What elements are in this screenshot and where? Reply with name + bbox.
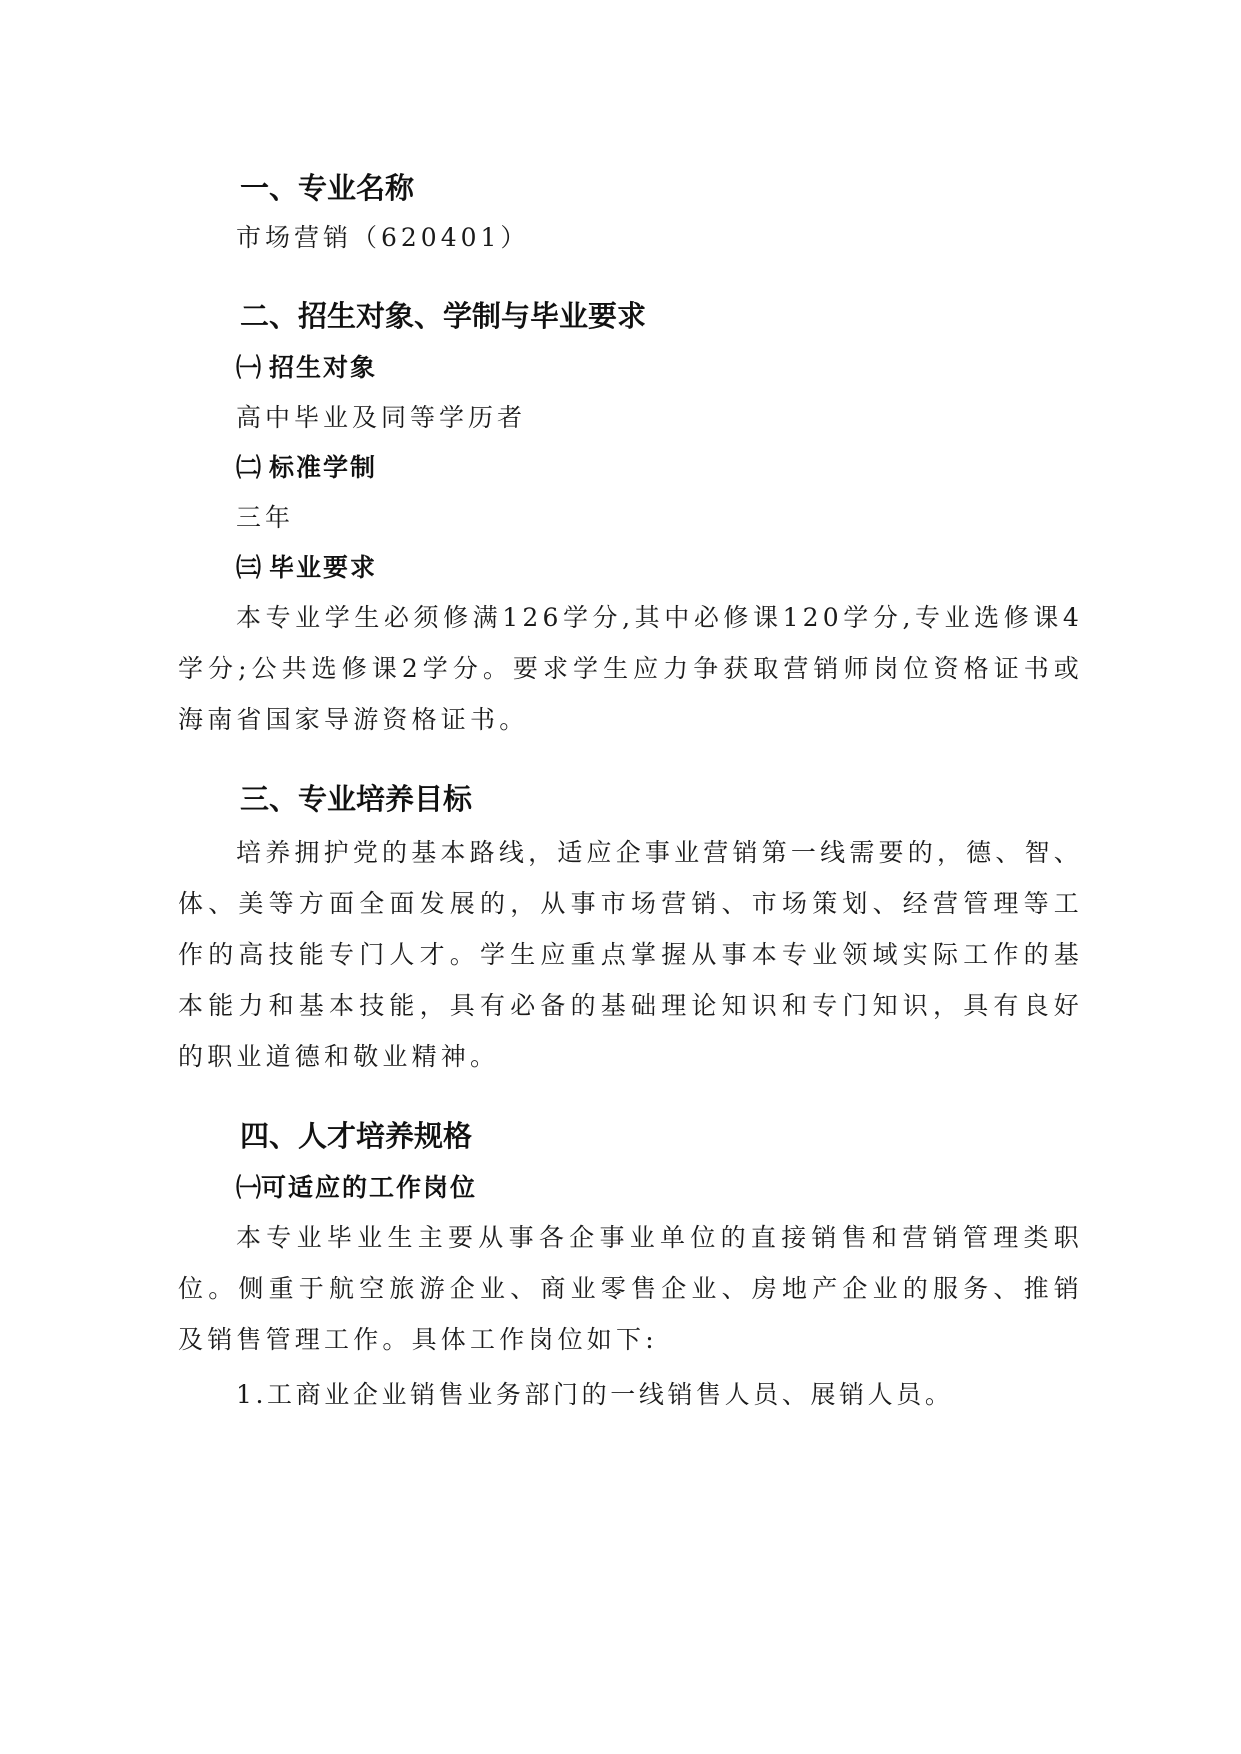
subsection-title: 标准学制 [269,453,378,482]
major-name: 市场营销（620401） [236,223,530,252]
subsection-number: ㈠ [236,353,262,382]
subsection-title: 可适应的工作岗位 [261,1173,478,1202]
job-position-item: 1.工商业企业销售业务部门的一线销售人员、展销人员。 [236,1380,954,1409]
subsection-job-positions-heading [178,1170,1083,1206]
section-2-heading: 二、招生对象、学制与毕业要求 [240,299,647,333]
subsection-number: ㈢ [236,553,262,582]
subsection-graduation-heading [178,550,1083,586]
graduation-requirements: 本专业学生必须修满126学分,其中必修课120学分,专业选修课4学分;公共选修课2学分。要求学生应力争获取营销师岗位资格证书或海南省国家导游资格证书。 [178,603,1083,734]
section-1-heading: 一、专业名称 [240,171,415,205]
study-duration: 三年 [236,503,295,532]
training-objective: 培养拥护党的基本路线，适应企事业营销第一线需要的，德、智、体、美等方面全面发展的，从事市场营销、市场策划、经营管理等工作的高技能专门人才。学生应重点掌握从事本专业领域实际工作的基本能力和基本技能，具有必备的基础理论知识和专门知识，具有良好的职业道德和敬业精神。 [178,838,1083,1071]
subsection-enrollment-heading [178,350,1083,386]
section-3-heading: 三、专业培养目标 [240,782,473,816]
subsection-title: 毕业要求 [269,553,378,582]
section-4-heading: 四、人才培养规格 [240,1119,473,1153]
subsection-number: ㈠ [236,1173,262,1202]
subsection-title: 招生对象 [269,353,378,382]
enrollment-target: 高中毕业及同等学历者 [236,403,527,432]
document-body [178,168,1083,1413]
subsection-number: ㈡ [236,453,262,482]
job-positions-description: 本专业毕业生主要从事各企事业单位的直接销售和营销管理类职位。侧重于航空旅游企业、商业零售企业、房地产企业的服务、推销及销售管理工作。具体工作岗位如下: [178,1223,1083,1354]
subsection-duration-heading [178,450,1083,486]
